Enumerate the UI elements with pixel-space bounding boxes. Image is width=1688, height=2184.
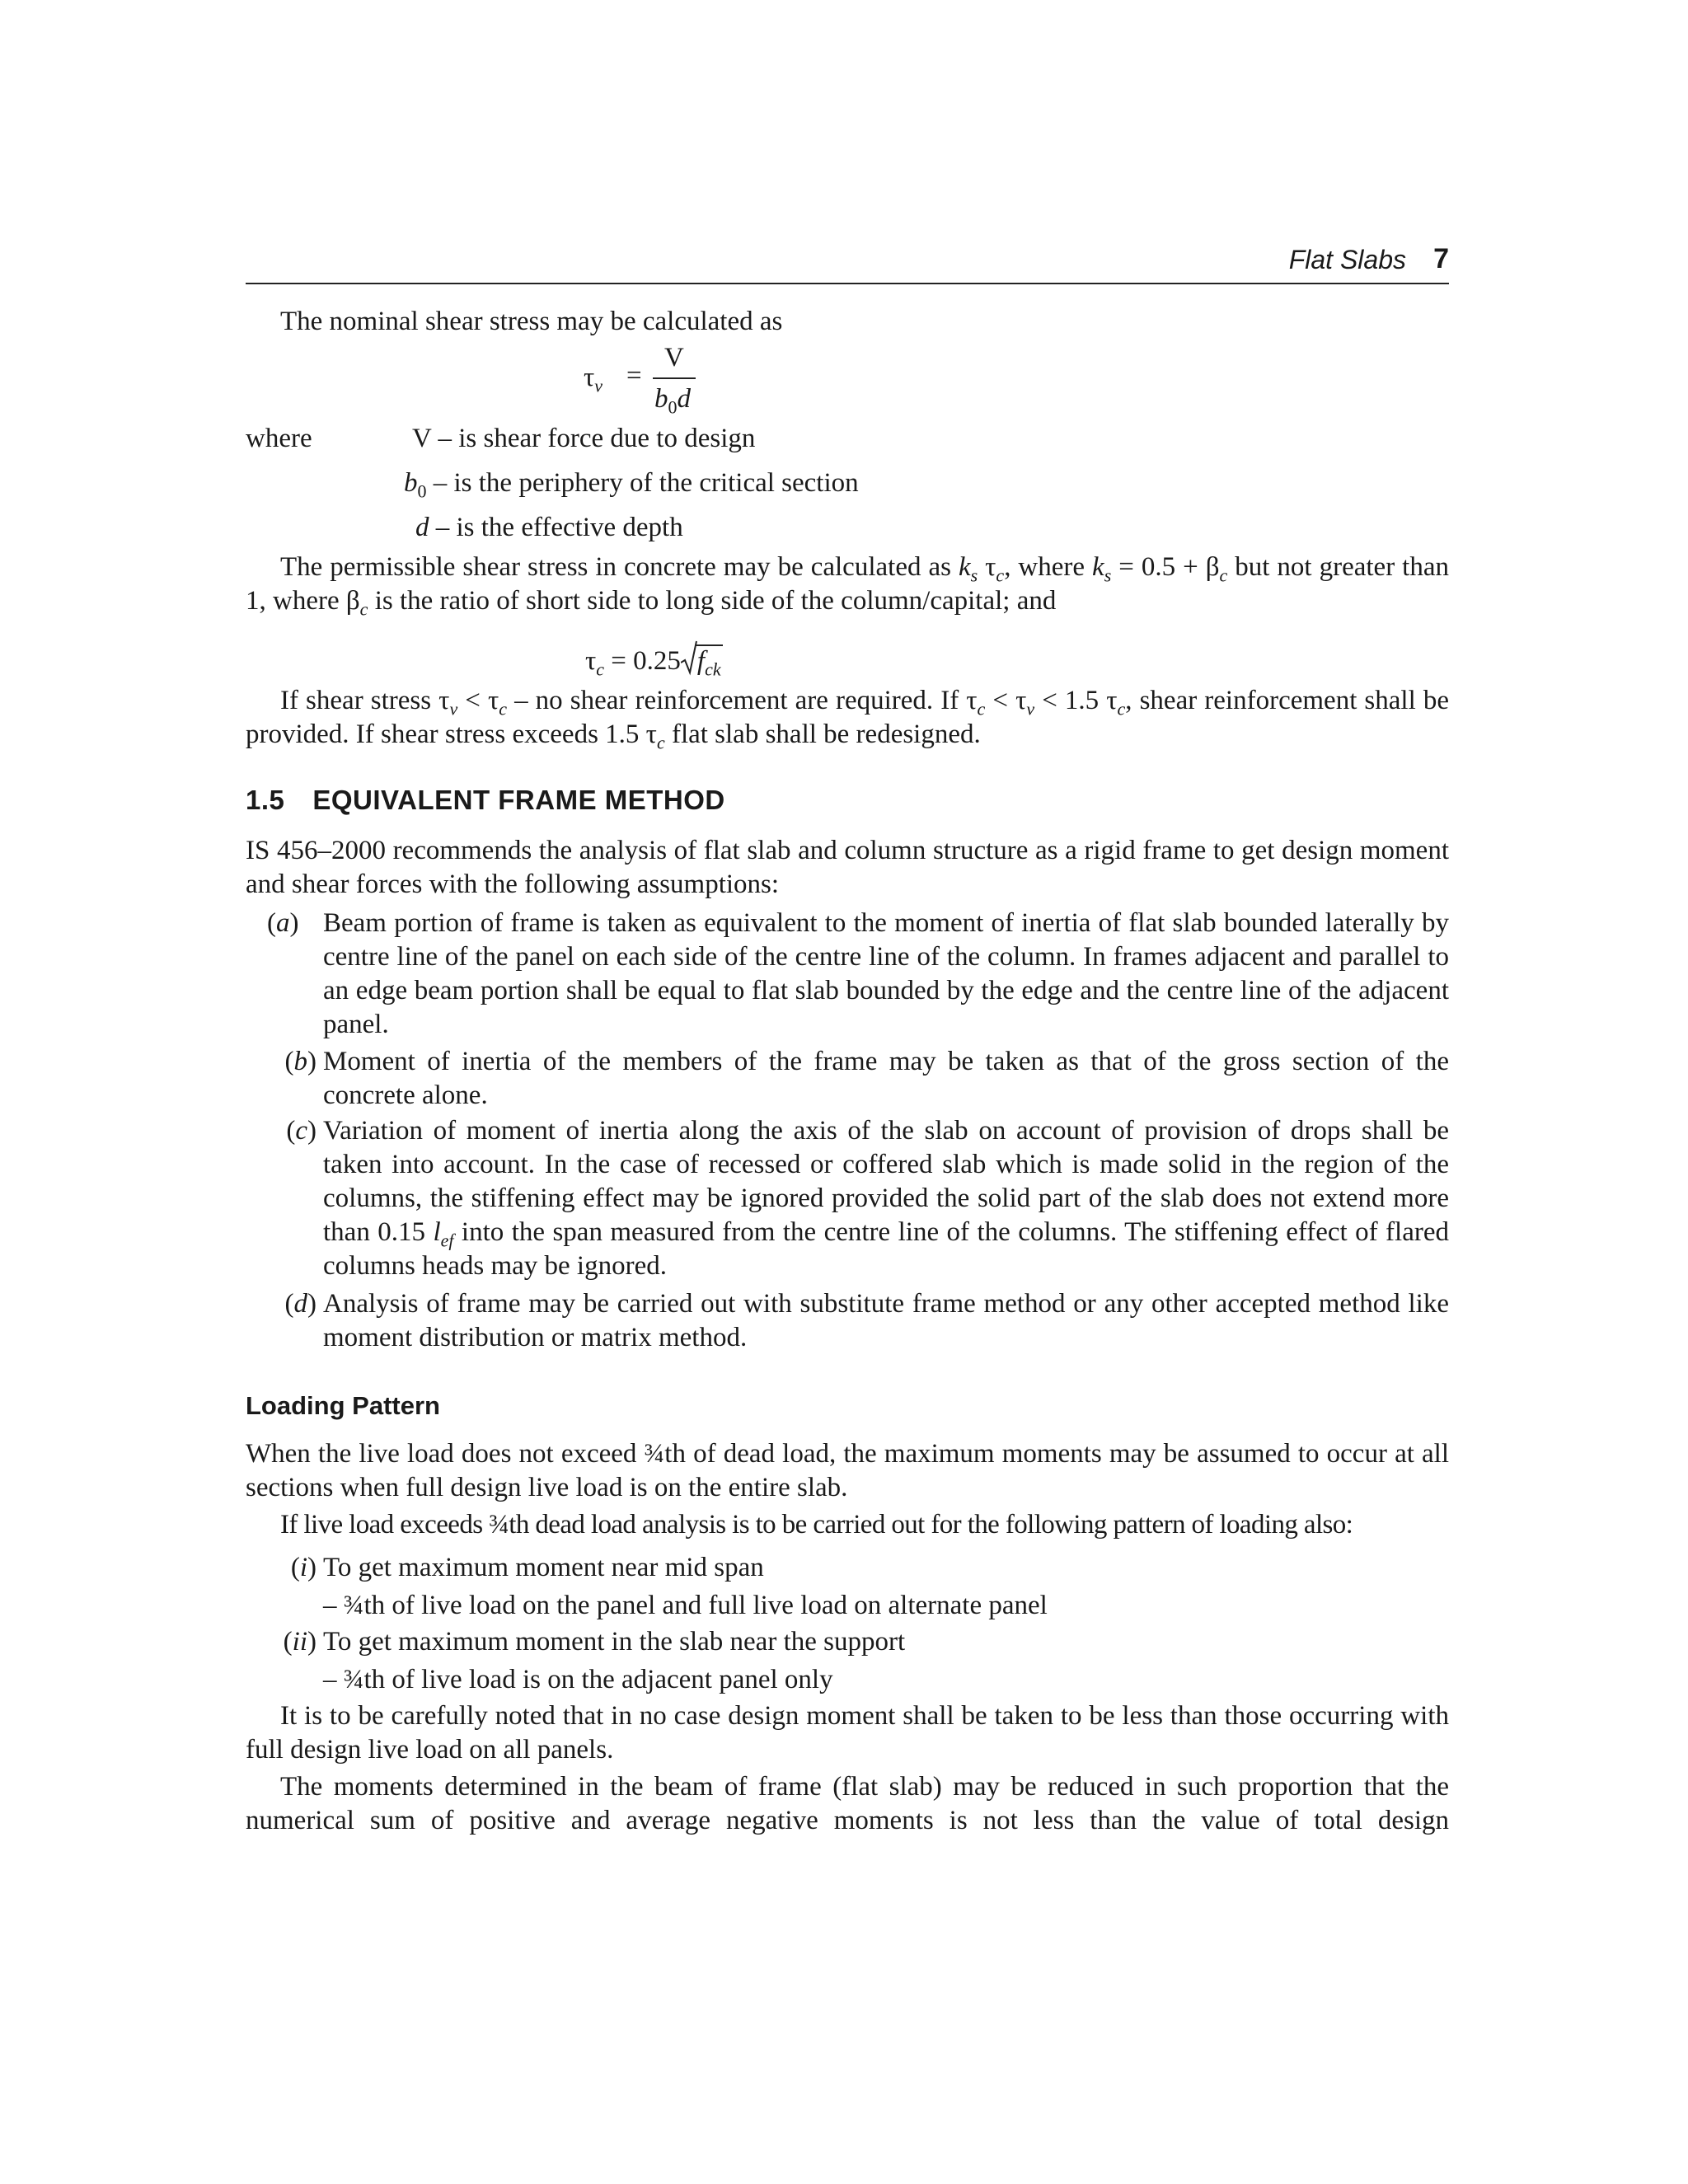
loading-paragraph-4: The moments determined in the beam of frame (flat slab) may be reduced in such proportion that the numerical sum of positive and average negative moments is not less than the value of total design: [246, 1772, 1449, 1835]
running-title: Flat Slabs: [1288, 245, 1406, 274]
item-label: (c): [286, 1116, 316, 1146]
square-root: $f_{ck}$: [681, 644, 723, 678]
item-label: (i): [290, 1553, 316, 1582]
equation-nominal-shear: $\tau_v$ = V $b_0d$: [584, 341, 748, 424]
equals-sign: =: [626, 361, 642, 391]
where-label: where: [246, 424, 312, 453]
where-line-v: V – is shear force due to design: [412, 424, 756, 453]
radical-sign-icon: [681, 640, 697, 676]
item-label: (d): [284, 1289, 316, 1319]
loading-paragraph-3: It is to be carefully noted that in no case design moment shall be taken to be less than those occurring with full design live load on all panels.: [246, 1701, 1449, 1765]
loading-paragraph-2: If live load exceeds ¾th dead load analysis is to be carried out for the following pattern of loading also:: [280, 1510, 1353, 1540]
fraction-numerator: V: [664, 343, 684, 373]
section-title: EQUIVALENT FRAME METHOD: [312, 785, 725, 815]
running-header: [246, 243, 1449, 284]
permissible-stress-paragraph: The permissible shear stress in concrete may be calculated as $k_s$ $\tau_c$, where $k_s = 0.5 + \beta_c$ but not greater than 1, where $\beta_c$ is the ratio of short side to long side of the column/capital; and: [246, 552, 1449, 620]
fraction-denominator: $b_0d$: [654, 384, 691, 418]
intro-line: The nominal shear stress may be calculated as: [280, 307, 783, 336]
loading-paragraph-1: When the live load does not exceed ¾th of dead load, the maximum moments may be assumed to occur at all sections when full design live load is on the entire slab.: [246, 1439, 1449, 1502]
shear-condition-paragraph: If shear stress $\tau_v < \tau_c$ – no shear reinforcement are required. If $\tau_c < \tau_v < 1.5$ $\tau_c$, shear reinforcement shall be provided. If shear stress exceeds 1.5 $\tau_c$ flat slab shall be redesigned.: [246, 686, 1449, 753]
equation-tau-c: $\tau_c = 0.25$ $f_{ck}$: [585, 644, 723, 678]
item-label: (b): [284, 1047, 316, 1076]
subsection-heading: Loading Pattern: [246, 1391, 440, 1420]
item-label: (ii): [283, 1627, 316, 1657]
item-label: (a): [267, 908, 299, 938]
tau-symbol: τ: [584, 363, 595, 392]
page-number: 7: [1433, 243, 1449, 274]
section-number: 1.5: [246, 785, 285, 815]
section-heading: [246, 785, 725, 816]
where-line-d: d – is the effective depth: [415, 513, 683, 542]
section-intro: IS 456–2000 recommends the analysis of flat slab and column structure as a rigid frame to get design moment and shear forces with the following assumptions:: [246, 836, 1449, 899]
where-line-b0: $b_0$ – is the periphery of the critical section: [404, 468, 859, 502]
fraction-bar: [653, 377, 696, 379]
